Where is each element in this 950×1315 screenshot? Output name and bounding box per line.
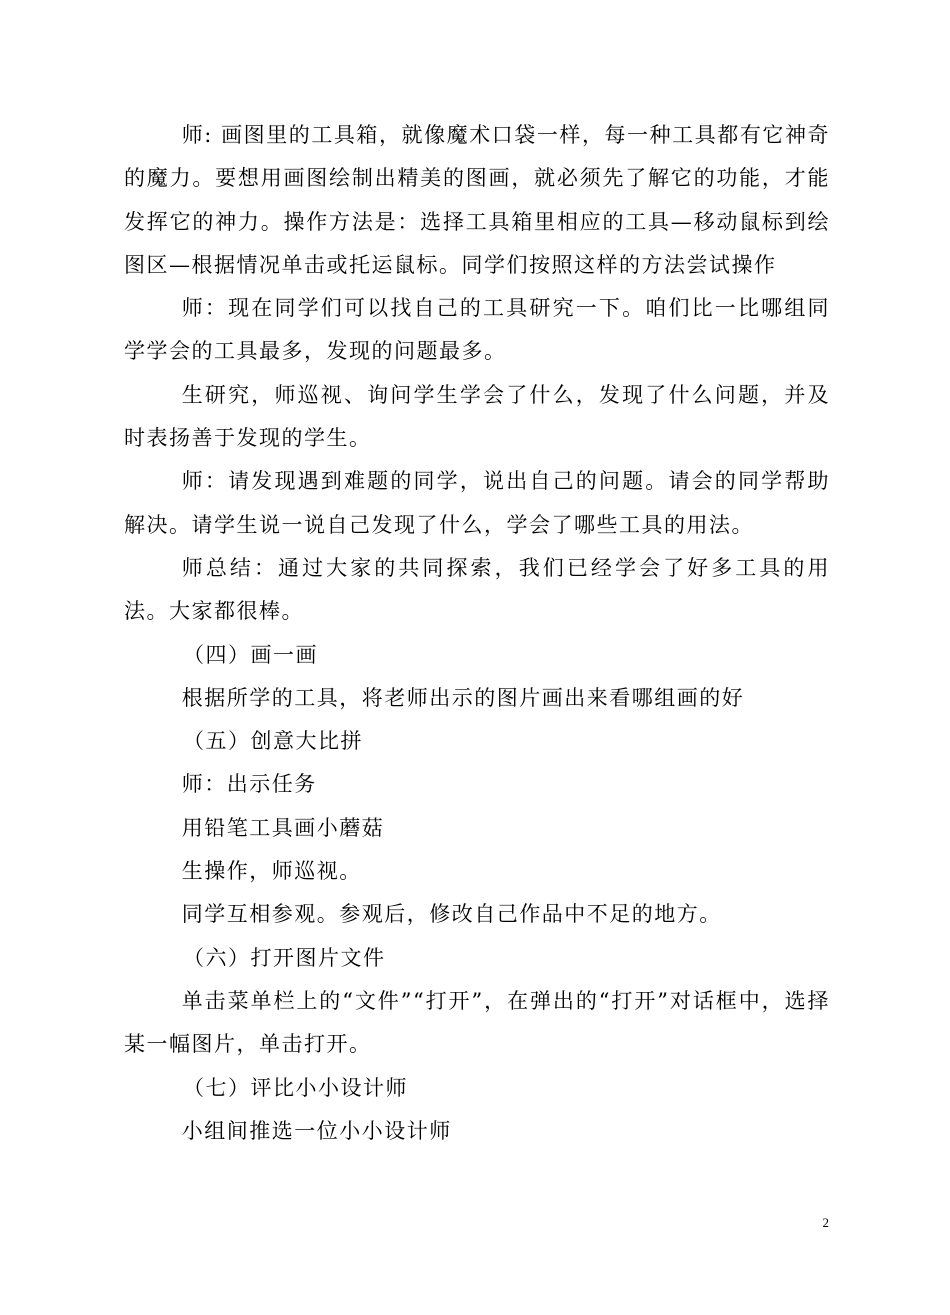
- paragraph-solve-problems: 师：请发现遇到难题的同学，说出自己的问题。请会的同学帮助解决。请学生说一说自己发现了什么，学会了哪些工具的用法。: [124, 469, 830, 537]
- paragraph-toolbox-intro: 师: 画图里的工具箱，就像魔术口袋一样，每一种工具都有它神奇的魔力。要想用画图绘制出精美的图画，就必须先了解它的功能，才能发挥它的神力。操作方法是：选择工具箱里相应的工具—移动鼠标到绘图区—根据情况单击或托运鼠标。同学们按照这样的方法尝试操作: [124, 123, 830, 277]
- paragraph-peer-review: 同学互相参观。参观后，修改自己作品中不足的地方。: [181, 902, 722, 927]
- paragraph-research-tools: 师：现在同学们可以找自己的工具研究一下。咱们比一比哪组同学学会的工具最多，发现的问题最多。: [124, 296, 830, 364]
- paragraph-students-research: 生研究，师巡视、询问学生学会了什么，发现了什么问题，并及时表扬善于发现的学生。: [124, 382, 830, 451]
- page-number: 2: [822, 1215, 829, 1230]
- paragraph-draw-task: 根据所学的工具，将老师出示的图片画出来看哪组画的好: [181, 685, 745, 710]
- section-heading-designer: （七）评比小小设计师: [183, 1075, 408, 1100]
- paragraph-summary: 师总结：通过大家的共同探索，我们已经学会了好多工具的用法。大家都很棒。: [124, 555, 830, 624]
- paragraph-pencil-mushroom: 用铅笔工具画小蘑菇: [181, 815, 385, 840]
- section-heading-draw: （四）画一画: [183, 642, 318, 667]
- paragraph-select-designer: 小组间推选一位小小设计师: [181, 1118, 452, 1143]
- paragraph-students-operate: 生操作，师巡视。: [181, 859, 362, 884]
- paragraph-open-instructions: 单击菜单栏上的“文件”“打开”，在弹出的“打开”对话框中，选择某一幅图片，单击打开。: [124, 988, 830, 1057]
- section-heading-creative: （五）创意大比拼: [183, 729, 363, 754]
- paragraph-show-task: 师：出示任务: [181, 772, 317, 797]
- body-text: [124, 114, 830, 1153]
- section-heading-open-file: （六）打开图片文件: [183, 945, 386, 970]
